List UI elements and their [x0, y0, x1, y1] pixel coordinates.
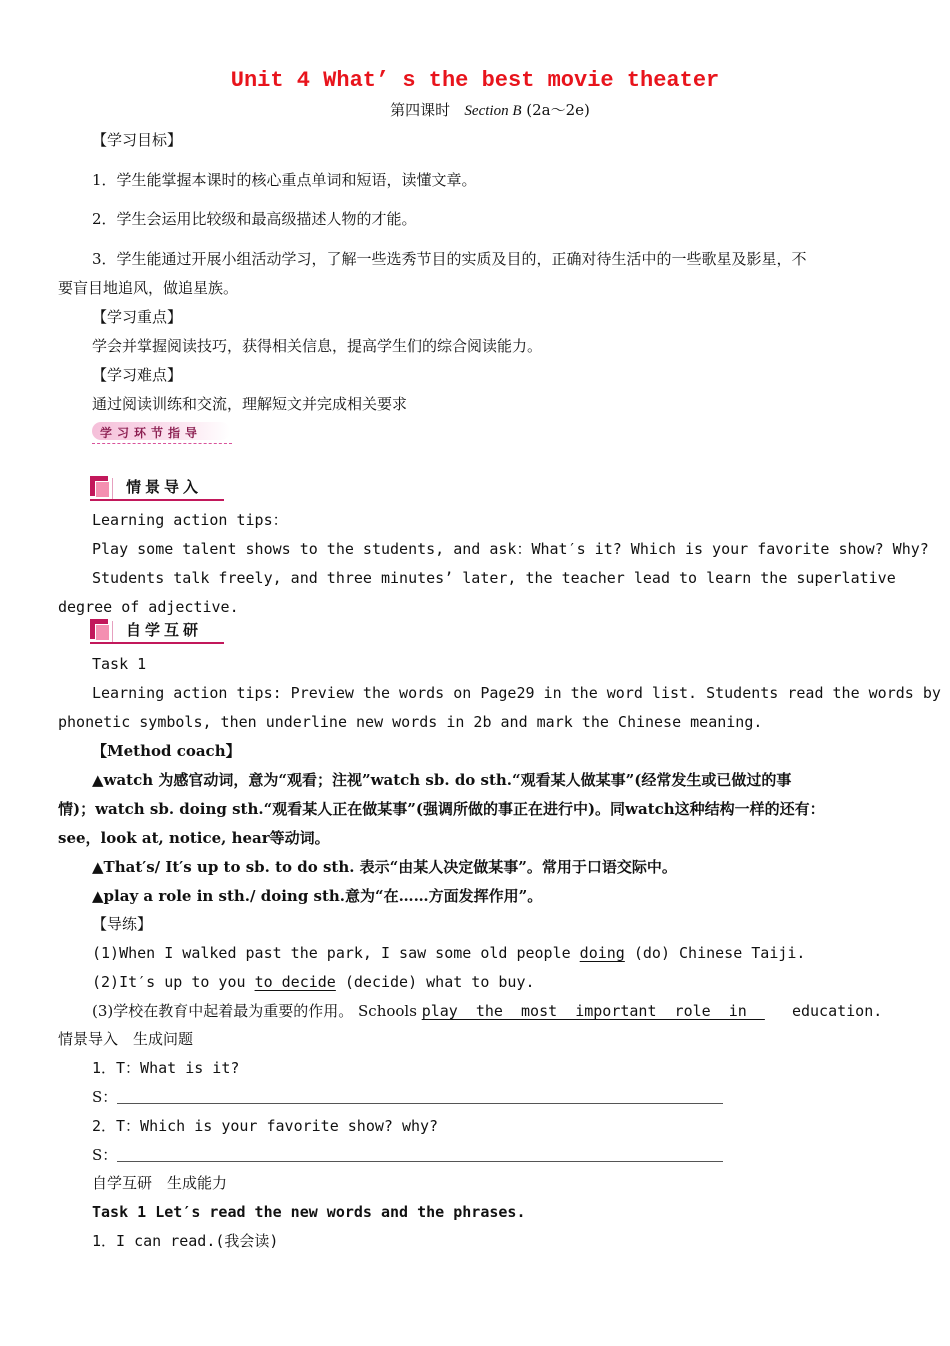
header-divider [112, 478, 113, 500]
method-coach-heading: 【Method coach】 [92, 742, 241, 760]
section-header-label: 情景导入 [126, 478, 203, 496]
intro-line: degree of adjective. [58, 598, 239, 616]
tips-line: Learning action tips: Preview the words on Page29 in the word list. Students read the words by [92, 684, 941, 702]
page-title: Unit 4 What’ s the best movie theater [230, 68, 720, 93]
lesson-number: 第四课时 [390, 101, 451, 119]
coach-note: ▲watch 为感官动词，意为“观看；注视”watch sb. do sth.“观看某人做某事”(经常发生或已做过的事 [92, 771, 792, 789]
objectives-heading: 【学习目标】 [92, 131, 183, 149]
coach-note: ▲play a role in sth./ doing sth.意为“在……方面发挥作用”。 [92, 887, 543, 905]
header-square-icon [95, 481, 110, 498]
exercise-text: (do) Chinese Taiji. [624, 944, 806, 962]
intro-line: Students talk freely, and three minutes’ later, the teacher lead to learn the superlative [92, 569, 896, 587]
objective-item: 1．学生能掌握本课时的核心重点单词和短语，读懂文章。 [92, 171, 477, 189]
exercise-answer: play the most important role in [421, 1002, 765, 1020]
exercise-text: (3)学校在教育中起着最为重要的作用。 Schools [92, 1002, 422, 1020]
header-divider [112, 621, 113, 643]
coach-note: see，look at, notice, hear等动词。 [58, 829, 330, 847]
answer-label: S： [92, 1088, 118, 1106]
section-header-selfstudy [90, 617, 226, 647]
coach-note: ▲That′s/ It′s up to sb. to do sth. 表示“由某人决定做某事”。常用于口语交际中。 [92, 858, 677, 876]
question-line: 1．T：What is it? [92, 1059, 240, 1077]
intro-line: Play some talent shows to the students, and ask：What′s it? Which is your favorite show? Why? [92, 540, 929, 558]
banner-dashed-rule [92, 443, 232, 444]
coach-note: 情)；watch sb. doing sth.“观看某人正在做某事”(强调所做的事正在进行中)。同watch这种结构一样的还有： [58, 800, 825, 818]
difficulties-text: 通过阅读训练和交流，理解短文并完成相关要求 [92, 395, 408, 413]
practice-heading: 【导练】 [92, 915, 153, 933]
exercise-item [92, 972, 535, 992]
exercise-text: (2)It′s up to you [92, 973, 255, 991]
objective-item-continued: 要盲目地追风，做追星族。 [58, 279, 239, 297]
exercise-item [92, 943, 805, 963]
read-item: 1．I can read.(我会读) [92, 1232, 279, 1250]
answer-label: S： [92, 1146, 118, 1164]
exercise-answer: to decide [254, 973, 336, 991]
guide-banner [92, 420, 232, 444]
objective-item: 2．学生会运用比较级和最高级描述人物的才能。 [92, 210, 417, 228]
section-header-label: 自学互研 [126, 621, 203, 639]
header-square-icon [95, 624, 110, 641]
difficulties-heading: 【学习难点】 [92, 366, 183, 384]
answer-blank-line [117, 1161, 723, 1162]
header-underline [90, 642, 224, 644]
section-label: Section B [464, 103, 522, 119]
keypoints-heading: 【学习重点】 [92, 308, 183, 326]
section-range: (2a～2e) [526, 101, 590, 119]
intro-tips-label: Learning action tips： [92, 511, 288, 529]
exercise-text: (1)When I walked past the park, I saw some old people [92, 944, 580, 962]
exercise-answer: doing [579, 944, 625, 962]
keypoints-text: 学会并掌握阅读技巧，获得相关信息，提高学生们的综合阅读能力。 [92, 337, 543, 355]
section-header-intro [90, 474, 226, 504]
objective-item: 3．学生能通过开展小组活动学习，了解一些选秀节目的实质及目的，正确对待生活中的一些歌星及影星，不 [92, 250, 807, 268]
question-line: 2．T：Which is your favorite show? why? [92, 1117, 439, 1135]
generate-heading: 自学互研 生成能力 [92, 1174, 228, 1192]
tips-line: phonetic symbols, then underline new words in 2b and mark the Chinese meaning. [58, 713, 763, 731]
generate-heading: 情景导入 生成问题 [58, 1030, 194, 1048]
exercise-item [92, 1001, 882, 1021]
task-title: Task 1 Let′s read the new words and the phrases. [92, 1203, 526, 1221]
answer-blank-line [117, 1103, 723, 1104]
task-label: Task 1 [92, 655, 147, 673]
lesson-subtitle [0, 100, 950, 121]
header-underline [90, 499, 224, 501]
exercise-text: (decide) what to buy. [335, 973, 535, 991]
exercise-text: education. [764, 1002, 883, 1020]
banner-label: 学习环节指导 [100, 425, 203, 440]
